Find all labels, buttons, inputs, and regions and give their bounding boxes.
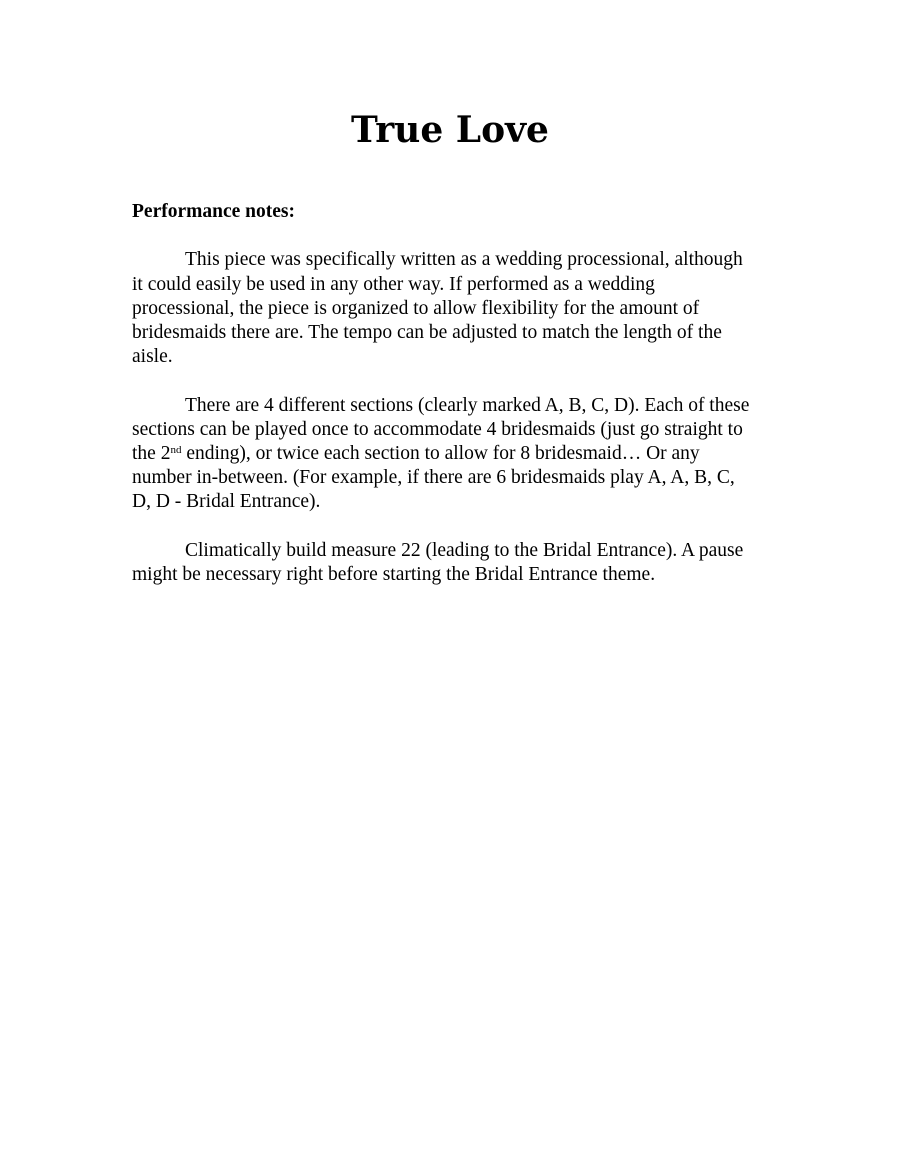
ordinal-suffix: nd: [170, 444, 182, 456]
paragraph-processional: This piece was specifically written as a wedding processional, although it could easily be used in any other way. If performed as a wedding processional, the piece is organized to allow flexibility for the amount of bridesmaids there are. The tempo can be adjusted to match the length of the aisle.: [132, 249, 743, 368]
performance-notes-heading: Performance notes:: [132, 201, 295, 222]
paragraph-sections-text-end: ending), or twice each section to allow for 8 bridesmaid… Or any number in-between. (For example, if there are 6 bridesmaids play A, A, B, C, D, D - Bridal Entrance).: [132, 443, 735, 513]
document-body: [132, 200, 757, 611]
paragraph-climax: Climatically build measure 22 (leading to the Bridal Entrance). A pause might be necessary right before starting the Bridal Entrance theme.: [132, 539, 744, 585]
paragraph-sections: [132, 394, 757, 515]
paragraph-sections-text-start: There are 4 different sections (clearly marked A, B, C, D). Each of these sections can be played once to accommodate 4 bridesmaids (just go straight to the 2: [132, 394, 750, 464]
document-title: True Love: [351, 109, 549, 151]
